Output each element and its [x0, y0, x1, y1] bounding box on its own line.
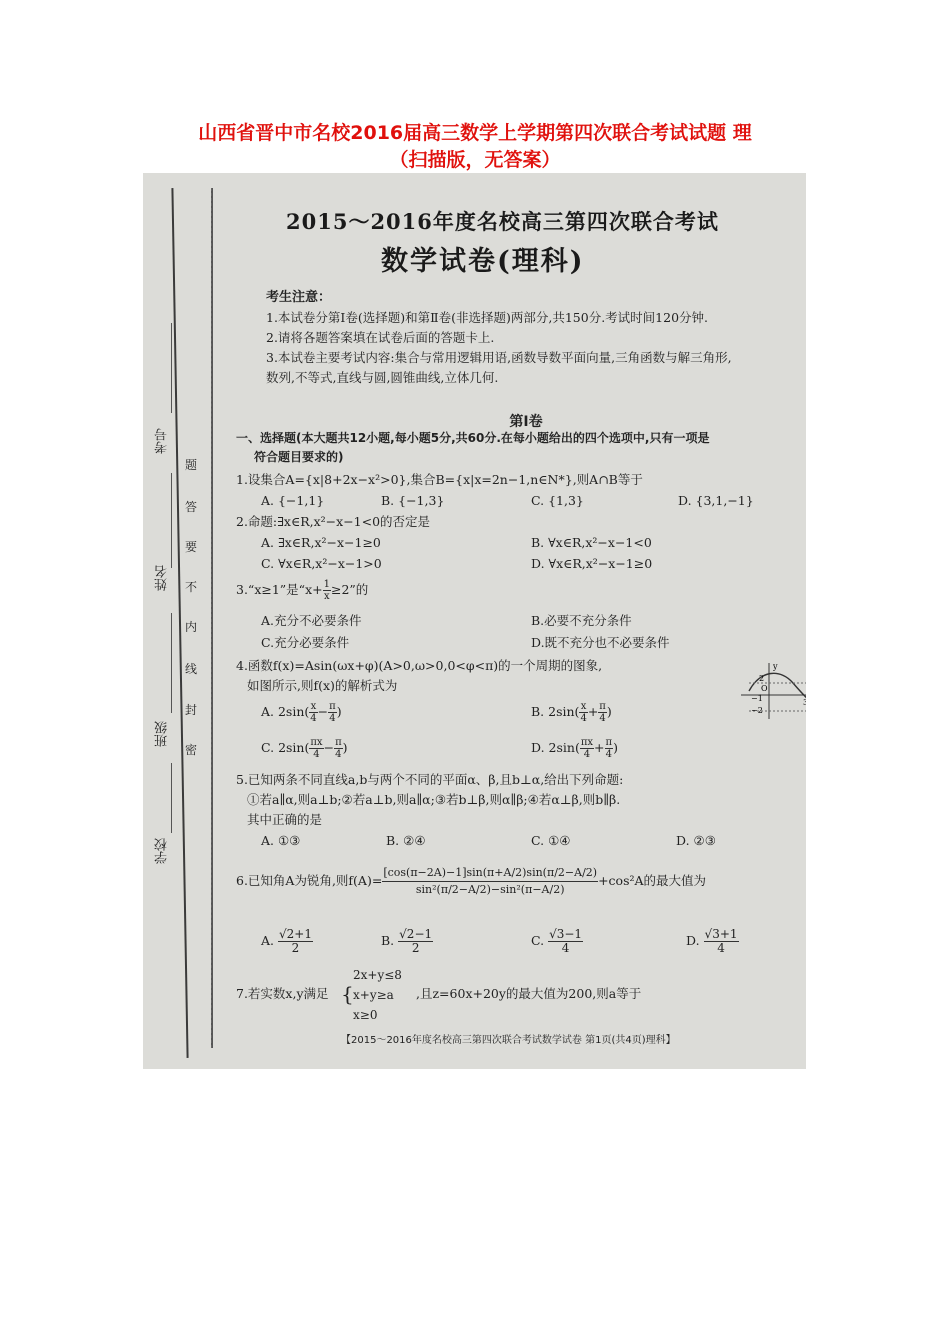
frac-den: x	[323, 591, 330, 602]
q6-stem	[236, 865, 796, 898]
q5-option-b: B. ②④	[386, 833, 426, 848]
q3-fraction	[323, 579, 331, 602]
q1-option-b: B. {−1,3}	[381, 493, 445, 508]
graph-label-2: 2	[759, 674, 765, 683]
q6-stem-post: +cos²A的最大值为	[598, 873, 707, 888]
xingming-label: 姓名	[155, 565, 170, 591]
document-header	[0, 120, 950, 174]
q3-option-c: C.充分必要条件	[261, 635, 350, 650]
q7-brace: {	[341, 982, 354, 1006]
q3-option-d: D.既不充分也不必要条件	[531, 635, 670, 650]
q1-option-a: A. {−1,1}	[261, 493, 325, 508]
notice-box	[266, 288, 796, 388]
q3-option-a: A.充分不必要条件	[261, 613, 362, 628]
q4-option-c: C. 2sin( $\frac{\pi x}{4}$ − $\frac{\pi}{4}$ )	[261, 737, 348, 760]
exam-subtitle: 数学试卷(理科)	[381, 246, 585, 277]
q2-option-a: A. ∃x∈R,x²−x−1≥0	[261, 535, 381, 550]
graph-label-m1: −1	[751, 694, 763, 703]
q7-constraint: 2x+y≤8	[353, 968, 402, 982]
header-subtitle: （扫描版，无答案）	[389, 149, 561, 171]
q3-stem	[236, 579, 796, 602]
q6-stem-pre: 6.已知角A为锐角,则f(A)=	[236, 873, 383, 888]
scanned-exam-page	[143, 173, 889, 1069]
frac-num: 1	[323, 579, 330, 590]
q4-option-d: D. 2sin( $\frac{\pi x}{4}$ + $\frac{\pi}{4}$ )	[531, 737, 618, 760]
part1-heading-cont: 符合题目要求的)	[254, 450, 344, 464]
kaohao-blank	[171, 323, 172, 413]
q4-option-a: A. 2sin( $\frac{x}{4}$ − $\frac{\pi}{4}$ )	[261, 701, 342, 724]
section-title: 第Ⅰ卷	[509, 414, 543, 430]
kaohao-label: 考号	[155, 428, 170, 454]
xuexiao-label: 学校	[155, 838, 170, 864]
q5-option-a: A. ①③	[261, 833, 301, 848]
q7-constraint: x≥0	[353, 1008, 378, 1022]
q5-option-d: D. ②③	[676, 833, 716, 848]
graph-label-3: 3	[803, 698, 809, 707]
notice-item: 2.请将各题答案填在试卷后面的答题卡上.	[266, 330, 495, 345]
notice-item: 1.本试卷分第Ⅰ卷(选择题)和第Ⅱ卷(非选择题)两部分,共150分.考试时间120分钟.	[266, 310, 709, 325]
q4-stem: 4.函数f(x)=Asin(ωx+φ)(A>0,ω>0,0<φ<π)的一个周期的图象,	[236, 658, 603, 673]
binding-strip	[143, 173, 231, 1069]
q4-sine-graph: y x O 2 −1 −2 3 7	[751, 662, 889, 715]
xingming-blank	[171, 473, 172, 568]
q7-constraint: x+y≥a	[353, 988, 394, 1002]
seal-char: 题	[185, 458, 198, 472]
graph-label-o: O	[761, 684, 768, 693]
seal-char: 答	[185, 500, 198, 514]
q3-option-b: B.必要不充分条件	[531, 613, 632, 628]
seal-char: 封	[185, 703, 198, 717]
q7-stem-pre: 7.若实数x,y满足	[236, 986, 329, 1001]
notice-item: 数列,不等式,直线与圆,圆锥曲线,立体几何.	[266, 370, 499, 385]
q6-fraction	[382, 865, 598, 898]
xuexiao-blank	[171, 763, 172, 833]
q2-option-b: B. ∀x∈R,x²−x−1<0	[531, 535, 652, 550]
seal-line	[211, 188, 213, 1048]
q5-stem: 5.已知两条不同直线a,b与两个不同的平面α、β,且b⊥α,给出下列命题:	[236, 772, 624, 787]
notice-heading: 考生注意：	[266, 290, 332, 305]
q3-stem-post: ≥2”的	[330, 582, 369, 597]
q5-option-c: C. ①④	[531, 833, 571, 848]
q1-option-d: D. {3,1,−1}	[678, 493, 754, 508]
seal-char: 密	[185, 743, 198, 757]
header-title: 山西省晋中市名校2016届高三数学上学期第四次联合考试试题 理	[198, 122, 752, 144]
seal-char: 内	[185, 620, 198, 634]
exam-title: 2015～2016年度名校高三第四次联合考试	[286, 209, 719, 234]
q3-stem-pre: 3.“x≥1”是“x+	[236, 582, 323, 597]
q2-option-c: C. ∀x∈R,x²−x−1>0	[261, 556, 382, 571]
q6-option-c: C. $\frac{√3-1}{4}$	[531, 927, 583, 955]
q2-stem: 2.命题:∃x∈R,x²−x−1<0的否定是	[236, 514, 431, 529]
q5-stem-cont: ①若a∥α,则a⊥b;②若a⊥b,则a∥α;③若b⊥β,则α∥β;④若α⊥β,则b∥β.	[247, 792, 621, 807]
frac-num: [cos(π−2A)−1]sin(π+A/2)sin(π/2−A/2)	[382, 865, 598, 882]
banji-label: 班级	[155, 721, 170, 747]
frac-den: sin²(π/2−A/2)−sin²(π−A/2)	[415, 883, 565, 896]
q6-option-a: A. $\frac{√2+1}{2}$	[261, 927, 312, 955]
q7-constraints	[353, 965, 402, 1025]
seal-char: 要	[185, 540, 198, 554]
q5-stem-cont: 其中正确的是	[247, 812, 323, 827]
notice-item: 3.本试卷主要考试内容:集合与常用逻辑用语,函数导数平面向量,三角函数与解三角形,	[266, 350, 732, 365]
page-footer: 【2015～2016年度名校高三第四次联合考试数学试卷 第1页(共4页)理科】	[341, 1035, 676, 1046]
q2-option-d: D. ∀x∈R,x²−x−1≥0	[531, 556, 653, 571]
q6-option-d: D. $\frac{√3+1}{4}$	[686, 927, 738, 955]
q4-stem-cont: 如图所示,则f(x)的解析式为	[247, 678, 398, 693]
q4-option-b: B. 2sin( $\frac{x}{4}$ + $\frac{\pi}{4}$ )	[531, 701, 612, 724]
q1-stem: 1.设集合A={x|8+2x−x²>0},集合B={x|x=2n−1,n∈N*},则A∩B等于	[236, 472, 643, 487]
seal-char: 线	[185, 662, 198, 676]
q6-option-b: B. $\frac{√2-1}{2}$	[381, 927, 433, 955]
graph-label-m2: −2	[751, 706, 763, 715]
q7-stem-post: ,且z=60x+20y的最大值为200,则a等于	[416, 986, 642, 1001]
banji-blank	[171, 613, 172, 713]
seal-char: 不	[185, 580, 198, 594]
q1-option-c: C. {1,3}	[531, 493, 584, 508]
graph-label-y: y	[773, 662, 778, 671]
part1-heading: 一、选择题(本大题共12小题,每小题5分,共60分.在每小题给出的四个选项中,只有一项是	[236, 431, 710, 445]
